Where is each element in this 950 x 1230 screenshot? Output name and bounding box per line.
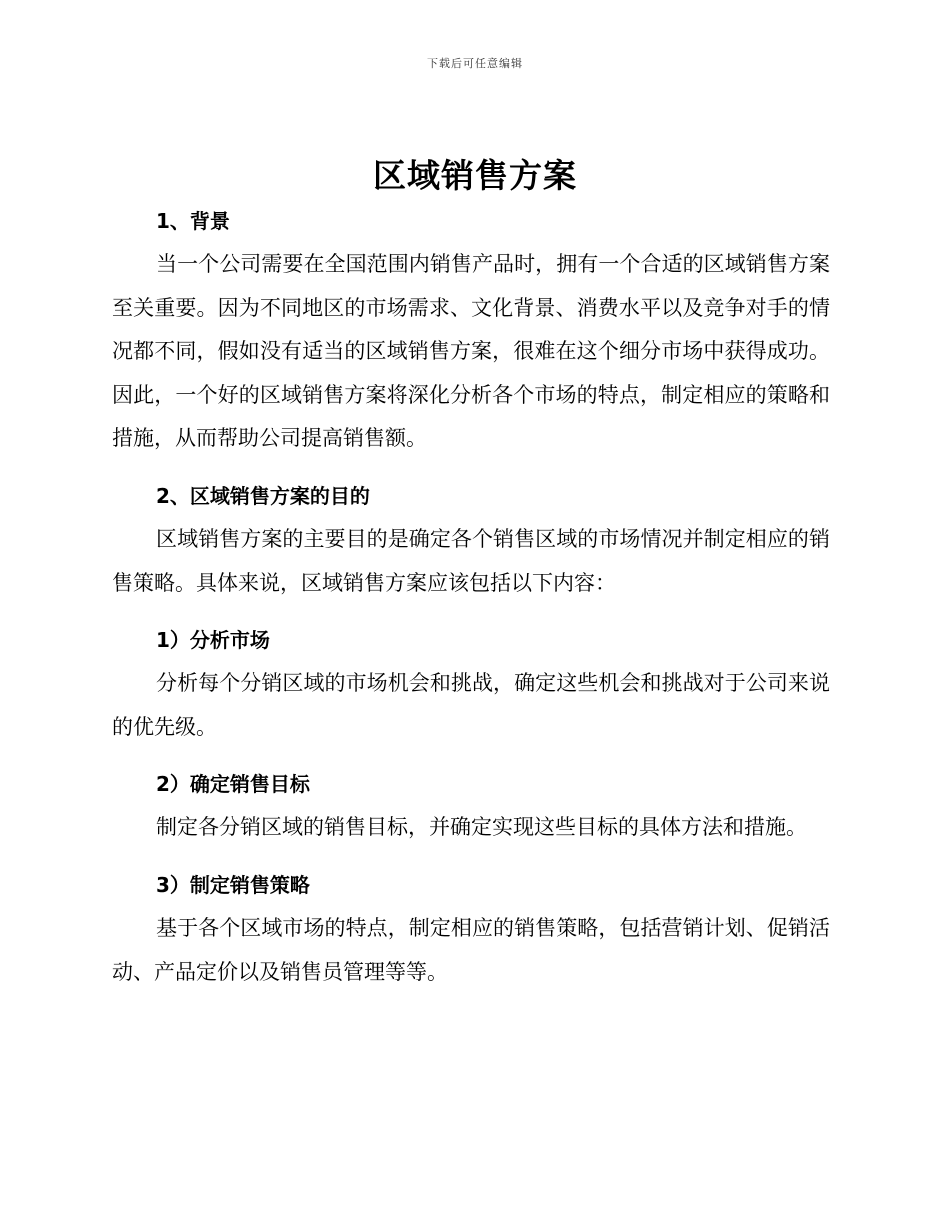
section-heading-purpose: 2、区域销售方案的目的	[156, 483, 370, 508]
spacer	[112, 749, 830, 763]
section-paragraph-sales-targets: 制定各分销区域的销售目标，并确定实现这些目标的具体方法和措施。	[156, 815, 807, 840]
spacer	[112, 461, 830, 475]
spacer	[112, 850, 830, 864]
section-paragraph-analyze-market: 分析每个分销区域的市场机会和挑战，确定这些机会和挑战对于公司来说的优先级。	[112, 671, 830, 739]
section-heading-sales-strategy: 3）制定销售策略	[156, 872, 310, 897]
section-heading-background: 1、背景	[156, 209, 230, 233]
section-paragraph-background: 当一个公司需要在全国范围内销售产品时，拥有一个合适的区域销售方案至关重要。因为不同地区的市场需求、文化背景、消费水平以及竞争对手的情况都不同，假如没有适当的区域销售方案，很难在这个细分市场中获得成功。因此，一个好的区域销售方案将深化分析各个市场的特点，制定相应的策略和措施，从而帮助公司提高销售额。	[112, 252, 830, 451]
spacer	[112, 605, 830, 619]
document-title: 区域销售方案	[373, 156, 577, 195]
section-paragraph-purpose: 区域销售方案的主要目的是确定各个销售区域的市场情况并制定相应的销售策略。具体来说，区域销售方案应该包括以下内容：	[112, 526, 830, 595]
section-heading-sales-targets: 2）确定销售目标	[156, 772, 310, 797]
section-paragraph-sales-strategy: 基于各个区域市场的特点，制定相应的销售策略，包括营销计划、促销活动、产品定价以及销售员管理等等。	[112, 915, 830, 984]
document-body	[112, 200, 830, 994]
section-heading-analyze-market: 1）分析市场	[156, 628, 270, 653]
header-note: 下载后可任意编辑	[427, 57, 523, 70]
